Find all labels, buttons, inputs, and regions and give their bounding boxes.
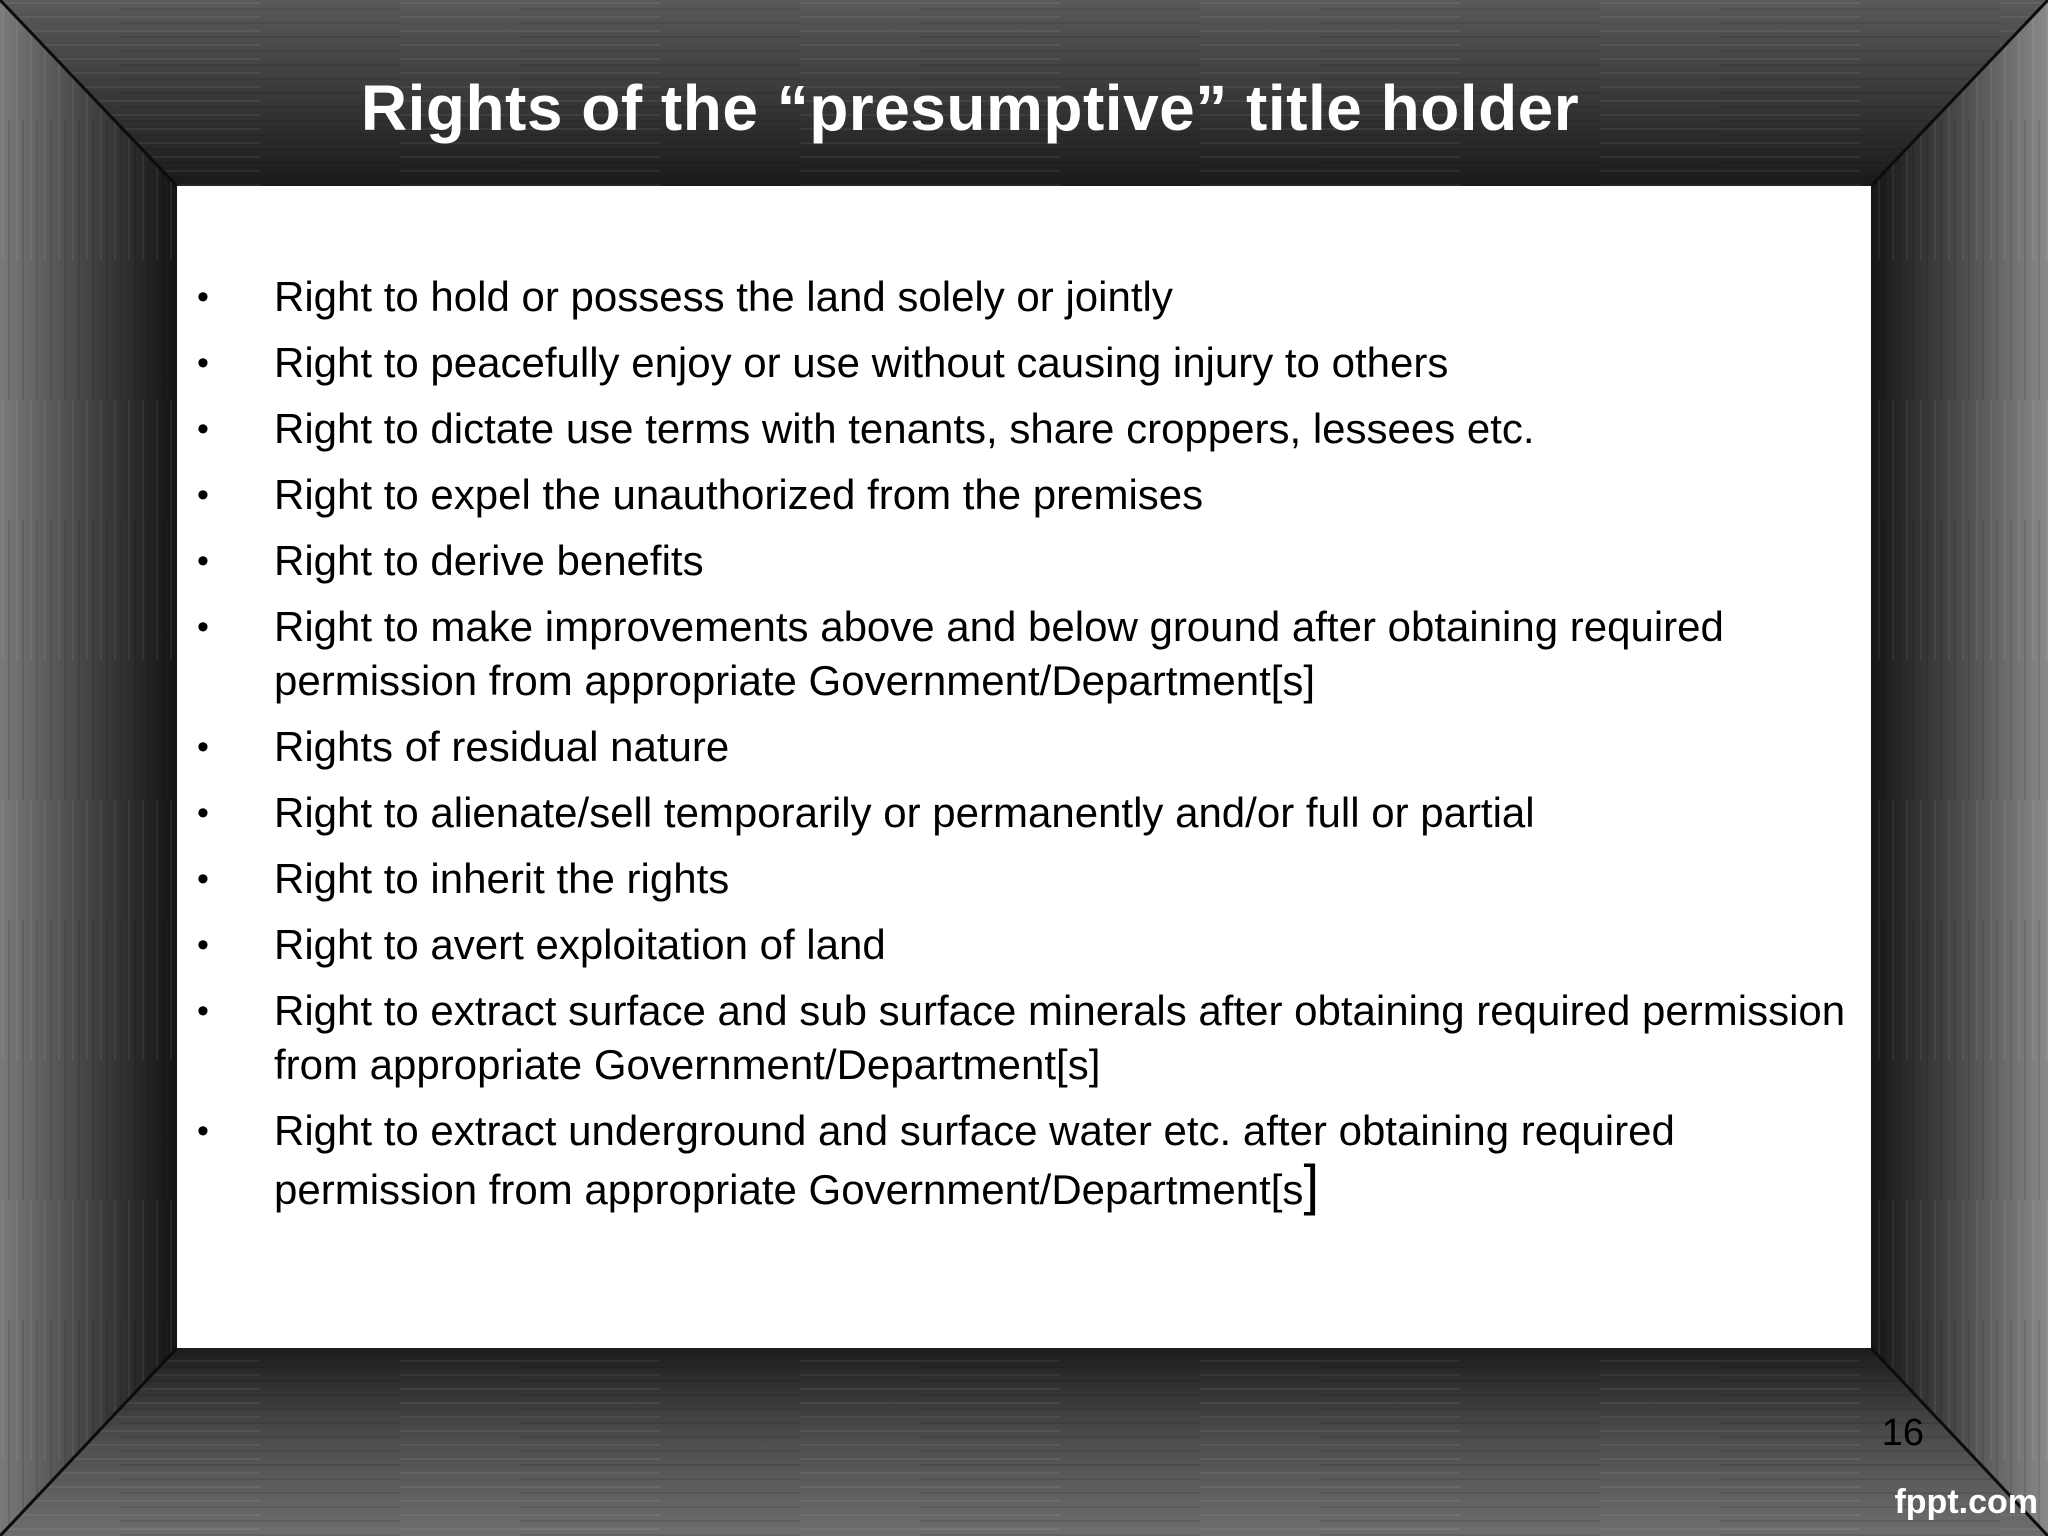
bullet-text: Right to expel the unauthorized from the premises <box>274 471 1204 518</box>
bullet-icon: • <box>197 608 209 646</box>
brand-watermark: fppt.com <box>1894 1483 2038 1521</box>
bullet-text: Right to peacefully enjoy or use without causing injury to others <box>274 339 1449 386</box>
bullet-icon: • <box>197 410 209 448</box>
bullet-item <box>177 534 1857 588</box>
bullet-icon: • <box>197 728 209 766</box>
bullet-icon: • <box>197 476 209 514</box>
slide-title: Rights of the “presumptive” title holder <box>360 72 1580 144</box>
bullet-text: Rights of residual nature <box>274 723 730 770</box>
bullet-icon: • <box>197 542 209 580</box>
bullet-item <box>177 402 1857 456</box>
bullet-icon: • <box>197 860 209 898</box>
bullet-item <box>177 336 1857 390</box>
bullet-text: Right to alienate/sell temporarily or permanently and/or full or partial <box>274 789 1535 836</box>
bullet-text-closing-bracket: ] <box>1303 1153 1319 1216</box>
bullet-item <box>177 270 1857 324</box>
bullet-icon: • <box>197 794 209 832</box>
bullet-icon: • <box>197 278 209 316</box>
bullet-icon: • <box>197 344 209 382</box>
bullet-item <box>177 720 1857 774</box>
bullet-text: Right to inherit the rights <box>274 855 730 902</box>
bullet-item <box>177 1104 1857 1217</box>
bullet-item <box>177 600 1857 708</box>
content-panel <box>177 186 1871 1348</box>
bullet-text: Right to extract underground and surface water etc. after obtaining required permission from appropriate Government/Department[s <box>274 1107 1675 1213</box>
bullet-icon: • <box>197 1112 209 1150</box>
bullet-item <box>177 918 1857 972</box>
bullet-list <box>177 270 1857 1229</box>
bullet-text: Right to dictate use terms with tenants, share croppers, lessees etc. <box>274 405 1535 452</box>
bullet-text: Right to avert exploitation of land <box>274 921 886 968</box>
bullet-text: Right to make improvements above and below ground after obtaining required permission from appropriate Government/Department[s] <box>274 603 1724 704</box>
bullet-icon: • <box>197 926 209 964</box>
bullet-text: Right to extract surface and sub surface minerals after obtaining required permission from appropriate Government/Department[s] <box>274 987 1846 1088</box>
bullet-text: Right to hold or possess the land solely or jointly <box>274 273 1173 320</box>
page-number: 16 <box>1881 1412 1924 1454</box>
bullet-item <box>177 468 1857 522</box>
bullet-text: Right to derive benefits <box>274 537 704 584</box>
bullet-item <box>177 984 1857 1092</box>
bullet-icon: • <box>197 992 209 1030</box>
bullet-item <box>177 852 1857 906</box>
bullet-item <box>177 786 1857 840</box>
